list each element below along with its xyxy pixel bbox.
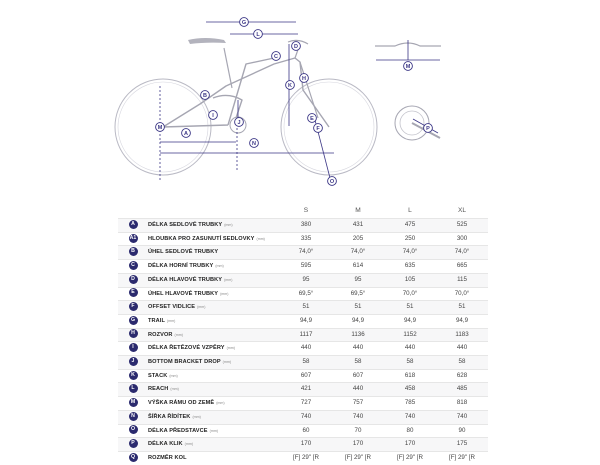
value-cell-s: [F] 29" [R xyxy=(280,451,332,464)
row-code-cell xyxy=(118,410,148,424)
row-code-badge: M xyxy=(129,398,138,407)
row-parameter-name: REACH xyxy=(148,386,169,393)
handlebar-detail xyxy=(375,40,441,60)
size-header-s: S xyxy=(303,207,309,215)
table-row xyxy=(118,369,488,383)
value-cell-xl: 300 xyxy=(436,232,488,246)
row-code-badge: H xyxy=(129,329,138,338)
marker-m xyxy=(156,123,165,132)
row-name-cell xyxy=(148,219,280,233)
table-row xyxy=(118,328,488,342)
row-unit: (mm) xyxy=(222,360,232,365)
size-header-row xyxy=(118,205,488,219)
row-code-badge: B xyxy=(129,247,138,256)
table-row xyxy=(118,383,488,397)
value-cell-m: 94,9 xyxy=(332,314,384,328)
row-code-cell xyxy=(118,369,148,383)
row-parameter-name: ÚHEL SEDLOVÉ TRUBKY xyxy=(148,249,219,256)
table-row xyxy=(118,219,488,233)
svg-text:P: P xyxy=(426,126,430,132)
table-row xyxy=(118,314,488,328)
value-cell-s: 60 xyxy=(280,424,332,438)
value-cell-m: 440 xyxy=(332,342,384,356)
value-cell-xl: 740 xyxy=(436,410,488,424)
marker-b xyxy=(201,91,210,100)
row-unit: (mm) xyxy=(256,236,265,241)
marker-a xyxy=(182,129,191,138)
row-parameter-name: DÉLKA PŘEDSTAVCE xyxy=(148,427,208,434)
value-cell-xl: 74,0° xyxy=(436,246,488,260)
header-spacer xyxy=(148,205,280,219)
value-cell-l: 475 xyxy=(384,219,436,233)
row-unit: (mm) xyxy=(170,387,179,392)
value-cell-m: 74,0° xyxy=(332,246,384,260)
value-cell-xl: 51 xyxy=(436,301,488,315)
value-cell-s: 94,9 xyxy=(280,314,332,328)
table-row xyxy=(118,424,488,438)
svg-text:L: L xyxy=(256,32,260,38)
value-cell-s: 170 xyxy=(280,438,332,452)
value-cell-s: 740 xyxy=(280,410,332,424)
value-cell-s: 58 xyxy=(280,356,332,370)
value-cell-xl: 70,0° xyxy=(436,287,488,301)
svg-text:I: I xyxy=(212,113,214,119)
marker-k xyxy=(286,81,295,90)
row-code-cell xyxy=(118,232,148,246)
marker-o xyxy=(328,177,337,186)
marker-l xyxy=(254,30,263,39)
value-cell-l: 105 xyxy=(384,273,436,287)
row-parameter-name: ŠÍŘKA ŘÍDÍTEK xyxy=(148,413,191,420)
value-cell-m: 757 xyxy=(332,397,384,411)
row-name-cell xyxy=(148,287,280,301)
geometry-table xyxy=(118,205,488,465)
row-unit: (mm) xyxy=(224,277,233,282)
row-unit: (mm) xyxy=(184,442,194,447)
row-code-badge: C xyxy=(129,261,138,270)
row-unit: (mm) xyxy=(192,414,201,419)
row-name-cell xyxy=(148,410,280,424)
value-cell-xl: 525 xyxy=(436,219,488,233)
row-code-cell xyxy=(118,356,148,370)
row-parameter-name: DÉLKA ŘETĚZOVÉ VZPĚRY xyxy=(148,345,225,352)
row-code-badge: A1 xyxy=(129,234,137,241)
row-parameter-name: HLOUBKA PRO ZASUNUTÍ SEDLOVKY xyxy=(148,235,255,242)
row-parameter-name: TRAIL xyxy=(148,317,165,324)
svg-text:O: O xyxy=(329,179,335,185)
row-name-cell xyxy=(148,342,280,356)
svg-text:B: B xyxy=(203,93,207,99)
row-code-cell xyxy=(118,273,148,287)
table-row xyxy=(118,410,488,424)
row-parameter-name: OFFSET VIDLICE xyxy=(148,304,196,311)
row-code-badge: Q xyxy=(129,453,138,462)
row-unit: (mm) xyxy=(226,346,235,351)
row-parameter-name: ÚHEL HLAVOVÉ TRUBKY xyxy=(148,290,219,297)
row-parameter-name: DÉLKA HORNÍ TRUBKY xyxy=(148,263,214,270)
value-cell-m: 95 xyxy=(332,273,384,287)
row-unit: (mm) xyxy=(209,428,219,433)
measurement-lines xyxy=(157,22,334,180)
marker-h xyxy=(300,74,309,83)
row-code-cell xyxy=(118,383,148,397)
marker-f xyxy=(314,124,323,133)
value-cell-xl: 485 xyxy=(436,383,488,397)
svg-text:N: N xyxy=(252,141,256,147)
table-row xyxy=(118,342,488,356)
value-cell-m: 614 xyxy=(332,260,384,274)
row-code-cell xyxy=(118,287,148,301)
row-name-cell xyxy=(148,397,280,411)
row-name-cell xyxy=(148,273,280,287)
value-cell-m: 440 xyxy=(332,383,384,397)
value-cell-xl: 628 xyxy=(436,369,488,383)
marker-i xyxy=(209,111,218,120)
table-row xyxy=(118,273,488,287)
value-cell-l: 458 xyxy=(384,383,436,397)
row-name-cell xyxy=(148,383,280,397)
size-header-l: L xyxy=(408,207,412,215)
svg-text:M: M xyxy=(157,125,163,131)
value-cell-xl: 440 xyxy=(436,342,488,356)
table-row xyxy=(118,397,488,411)
value-cell-s: 380 xyxy=(280,219,332,233)
bike-geometry-diagram xyxy=(0,0,600,200)
row-code-cell xyxy=(118,328,148,342)
value-cell-xl: 1183 xyxy=(436,328,488,342)
value-cell-s: 607 xyxy=(280,369,332,383)
value-cell-xl: 90 xyxy=(436,424,488,438)
saddle xyxy=(188,38,226,44)
value-cell-l: 785 xyxy=(384,397,436,411)
row-name-cell xyxy=(148,232,280,246)
row-code-badge: E xyxy=(129,288,138,297)
value-cell-l: 58 xyxy=(384,356,436,370)
row-code-badge: F xyxy=(129,302,138,311)
row-code-badge: P xyxy=(129,439,138,448)
value-cell-m: [F] 29" [R xyxy=(332,451,384,464)
svg-text:E: E xyxy=(310,116,314,122)
value-cell-xl: 175 xyxy=(436,438,488,452)
row-name-cell xyxy=(148,451,280,464)
svg-text:H: H xyxy=(302,76,306,82)
crank-letter-markers xyxy=(424,124,433,133)
value-cell-s: 51 xyxy=(280,301,332,315)
value-cell-s: 69,5° xyxy=(280,287,332,301)
marker-j xyxy=(235,118,244,127)
value-cell-l: 74,0° xyxy=(384,246,436,260)
value-cell-xl: 58 xyxy=(436,356,488,370)
row-parameter-name: ROZMĚR KOL xyxy=(148,454,187,461)
value-cell-s: 440 xyxy=(280,342,332,356)
row-unit: (mm) xyxy=(174,332,183,337)
row-code-cell xyxy=(118,397,148,411)
row-code-cell xyxy=(118,424,148,438)
svg-text:D: D xyxy=(294,44,298,50)
value-cell-m: 205 xyxy=(332,232,384,246)
row-name-cell xyxy=(148,246,280,260)
row-code-badge: J xyxy=(129,357,138,366)
marker-g xyxy=(240,18,249,27)
row-code-cell xyxy=(118,342,148,356)
handlebar-letter-markers xyxy=(404,62,413,71)
svg-text:J: J xyxy=(237,120,241,126)
row-unit: (mm) xyxy=(197,305,206,310)
seatpost xyxy=(224,48,232,88)
value-cell-m: 51 xyxy=(332,301,384,315)
value-cell-m: 58 xyxy=(332,356,384,370)
row-code-badge: L xyxy=(129,384,138,393)
row-name-cell xyxy=(148,260,280,274)
svg-text:A: A xyxy=(184,131,188,137)
value-cell-l: 170 xyxy=(384,438,436,452)
row-name-cell xyxy=(148,356,280,370)
row-code-cell xyxy=(118,260,148,274)
value-cell-l: 70,0° xyxy=(384,287,436,301)
row-name-cell xyxy=(148,424,280,438)
marker-p xyxy=(424,124,433,133)
value-cell-s: 335 xyxy=(280,232,332,246)
value-cell-xl: 115 xyxy=(436,273,488,287)
table-row xyxy=(118,246,488,260)
value-cell-l: 618 xyxy=(384,369,436,383)
row-parameter-name: DÉLKA KLIK xyxy=(148,441,183,448)
row-code-cell xyxy=(118,314,148,328)
svg-text:F: F xyxy=(316,126,320,132)
row-name-cell xyxy=(148,328,280,342)
row-parameter-name: STACK xyxy=(148,372,168,379)
value-cell-l: 51 xyxy=(384,301,436,315)
value-cell-m: 1136 xyxy=(332,328,384,342)
marker-e xyxy=(308,114,317,123)
geometry-letter-markers xyxy=(156,18,337,186)
size-header-m: M xyxy=(355,207,361,215)
marker-m xyxy=(404,62,413,71)
row-unit: (mm) xyxy=(166,318,176,323)
row-code-badge: A xyxy=(129,220,138,229)
table-row xyxy=(118,451,488,464)
svg-text:K: K xyxy=(288,83,292,89)
svg-text:M: M xyxy=(405,64,411,70)
row-code-cell xyxy=(118,219,148,233)
svg-text:G: G xyxy=(241,20,247,26)
row-code-cell xyxy=(118,451,148,464)
row-unit: (mm) xyxy=(216,401,225,406)
value-cell-m: 607 xyxy=(332,369,384,383)
row-code-badge: D xyxy=(129,275,138,284)
table-row xyxy=(118,301,488,315)
table-row xyxy=(118,232,488,246)
value-cell-l: 250 xyxy=(384,232,436,246)
value-cell-l: 94,9 xyxy=(384,314,436,328)
row-parameter-name: DÉLKA SEDLOVÉ TRUBKY xyxy=(148,222,223,228)
row-parameter-name: BOTTOM BRACKET DROP xyxy=(148,359,221,366)
value-cell-m: 170 xyxy=(332,438,384,452)
marker-d xyxy=(292,42,301,51)
value-cell-xl: 94,9 xyxy=(436,314,488,328)
row-unit: (mm) xyxy=(169,373,178,378)
value-cell-xl: 818 xyxy=(436,397,488,411)
row-code-badge: K xyxy=(129,371,138,380)
row-code-badge: N xyxy=(129,412,138,421)
row-name-cell xyxy=(148,301,280,315)
value-cell-m: 740 xyxy=(332,410,384,424)
row-code-cell xyxy=(118,246,148,260)
table-row xyxy=(118,287,488,301)
header-spacer xyxy=(118,205,148,219)
row-code-badge: I xyxy=(129,343,138,352)
value-cell-xl: [F] 29" [R xyxy=(436,451,488,464)
value-cell-l: 740 xyxy=(384,410,436,424)
value-cell-m: 70 xyxy=(332,424,384,438)
value-cell-l: [F] 29" [R xyxy=(384,451,436,464)
marker-c xyxy=(272,52,281,61)
row-parameter-name: VÝŠKA RÁMU OD ZEMĚ xyxy=(148,400,215,407)
crank-detail xyxy=(395,106,440,140)
value-cell-s: 727 xyxy=(280,397,332,411)
row-parameter-name: ROZVOR xyxy=(148,331,173,338)
row-name-cell xyxy=(148,369,280,383)
value-cell-l: 1152 xyxy=(384,328,436,342)
row-code-badge: G xyxy=(129,316,138,325)
value-cell-s: 74,0° xyxy=(280,246,332,260)
row-unit: (mm) xyxy=(220,291,229,296)
value-cell-s: 95 xyxy=(280,273,332,287)
table-row xyxy=(118,260,488,274)
row-code-badge: O xyxy=(129,425,138,434)
row-parameter-name: DÉLKA HLAVOVÉ TRUBKY xyxy=(148,276,223,283)
value-cell-xl: 665 xyxy=(436,260,488,274)
value-cell-s: 421 xyxy=(280,383,332,397)
row-name-cell xyxy=(148,314,280,328)
row-unit: (mm) xyxy=(215,264,224,269)
value-cell-s: 1117 xyxy=(280,328,332,342)
value-cell-m: 69,5° xyxy=(332,287,384,301)
value-cell-m: 431 xyxy=(332,219,384,233)
value-cell-l: 635 xyxy=(384,260,436,274)
svg-text:C: C xyxy=(274,54,278,60)
marker-n xyxy=(250,139,259,148)
size-header-xl: XL xyxy=(457,207,467,215)
row-code-cell xyxy=(118,301,148,315)
value-cell-s: 595 xyxy=(280,260,332,274)
row-unit: (mm) xyxy=(224,223,233,227)
value-cell-l: 80 xyxy=(384,424,436,438)
table-row xyxy=(118,356,488,370)
value-cell-l: 440 xyxy=(384,342,436,356)
frame-outline xyxy=(163,58,329,127)
